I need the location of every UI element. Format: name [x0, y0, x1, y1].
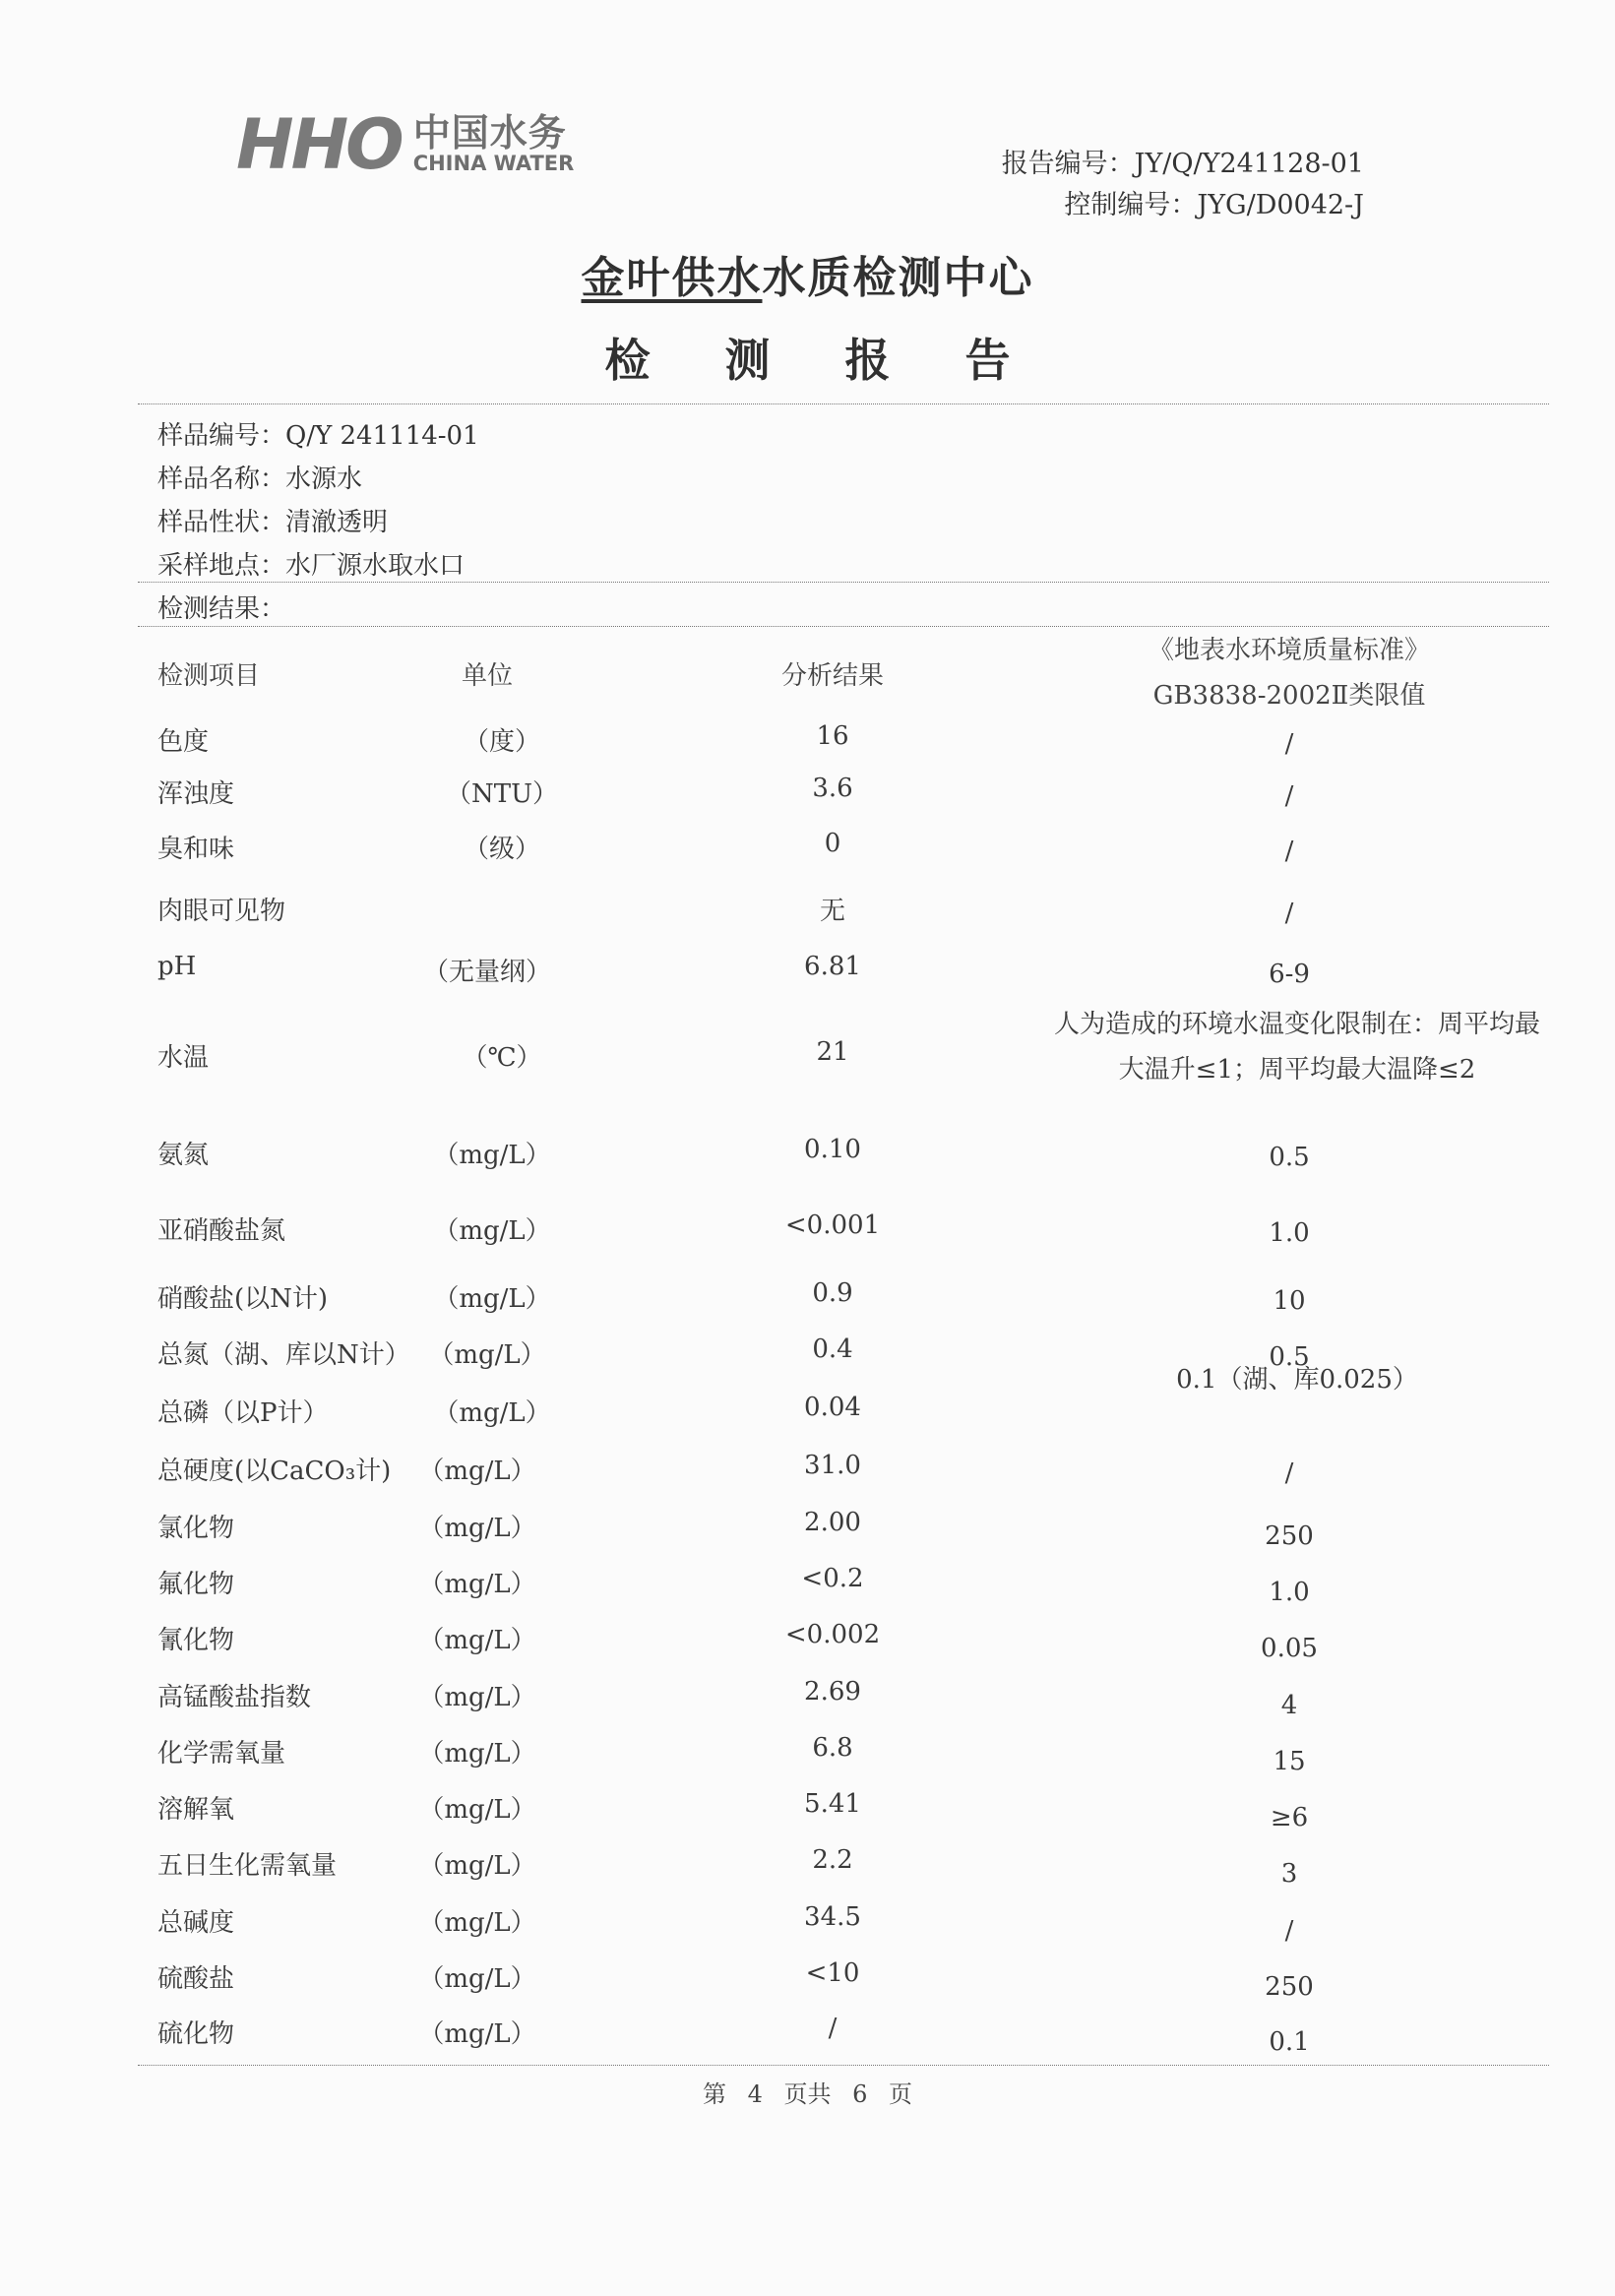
row-unit: （mg/L） [418, 1908, 536, 1938]
logo-cn: 中国水务 [412, 110, 567, 155]
row-unit: （mg/L） [433, 1141, 551, 1170]
row-limit: 人为造成的环境水温变化限制在：周平均最大温升≤1；周平均最大温降≤2 [1053, 1010, 1540, 1085]
row-item: pH [157, 952, 197, 981]
logo-en: CHINA WATER [412, 152, 575, 176]
row-unit: （mg/L） [418, 1851, 536, 1881]
sample-number [157, 415, 479, 452]
row-result: 0.04 [804, 1393, 861, 1422]
divider [138, 403, 1549, 404]
row-unit: （mg/L） [418, 1626, 536, 1655]
row-item: 肉眼可见物 [157, 897, 286, 926]
row-limit: 0.1 [1269, 2027, 1310, 2057]
row-item: 氟化物 [157, 1570, 235, 1599]
control-number-label: 控制编号： [1064, 190, 1198, 220]
row-result: 2.2 [812, 1845, 853, 1875]
divider [138, 2065, 1549, 2066]
row-result: 6.8 [812, 1733, 853, 1763]
row-item: 浑浊度 [157, 779, 235, 809]
row-result: 0.10 [804, 1135, 861, 1164]
page-footer: 第 4 页共 6 页 [702, 2080, 913, 2108]
row-limit: / [1284, 1916, 1294, 1946]
row-item: 色度 [157, 727, 210, 757]
organization-title-underlined: 金叶供水 [581, 253, 763, 303]
sample-name [157, 459, 362, 495]
row-unit: （mg/L） [418, 1570, 536, 1599]
report-codes [1002, 144, 1364, 226]
row-limit: ≥6 [1270, 1803, 1309, 1832]
header-limit-class: GB3838-2002Ⅱ类限值 [1152, 681, 1426, 711]
row-result: 0.4 [812, 1334, 853, 1364]
row-result: 31.0 [804, 1451, 861, 1480]
control-number-value: JYG/D0042-J [1197, 190, 1364, 220]
row-result: 2.69 [804, 1677, 861, 1706]
control-number [1002, 185, 1364, 226]
header-result: 分析结果 [780, 661, 884, 691]
row-item: 硝酸盐(以N计) [157, 1284, 329, 1314]
row-limit: 3 [1280, 1859, 1298, 1889]
row-result: 5.41 [804, 1789, 861, 1819]
sample-state-label: 样品性状： [157, 508, 286, 537]
row-item: 氰化物 [157, 1626, 235, 1655]
row-unit: （mg/L） [418, 1739, 536, 1769]
row-limit: 1.0 [1269, 1578, 1310, 1607]
row-unit: （级） [463, 835, 540, 864]
row-item: 水温 [157, 1043, 210, 1073]
row-result: 16 [816, 721, 849, 751]
row-unit: （度） [463, 727, 540, 757]
row-item: 臭和味 [157, 835, 235, 864]
row-unit: （mg/L） [418, 1964, 536, 1994]
row-limit: / [1284, 837, 1294, 866]
row-item: 总硬度(以CaCO₃计) [157, 1457, 392, 1486]
sampling-site [157, 545, 465, 582]
row-limit: 4 [1280, 1691, 1298, 1720]
logo-mark: HHO [236, 104, 402, 185]
row-result: 34.5 [804, 1902, 861, 1932]
divider [138, 626, 1549, 627]
sample-state [157, 502, 388, 538]
row-limit: 0.5 [1269, 1143, 1310, 1172]
row-limit: 15 [1273, 1747, 1306, 1776]
row-result: <0.2 [801, 1564, 864, 1593]
row-limit: 1.0 [1269, 1218, 1310, 1248]
row-result: 2.00 [804, 1508, 861, 1537]
row-result: 6.81 [804, 952, 861, 981]
row-item: 硫化物 [157, 2019, 235, 2049]
sample-state-value: 清澈透明 [285, 508, 389, 537]
row-limit: / [1284, 899, 1294, 928]
results-label: 检测结果： [157, 594, 286, 624]
row-limit: 6-9 [1269, 960, 1310, 989]
organization-title [0, 242, 1615, 305]
row-item: 氯化物 [157, 1514, 235, 1543]
row-result: <0.002 [784, 1620, 881, 1649]
report-number-label: 报告编号： [1001, 149, 1135, 179]
row-unit: （NTU） [445, 779, 558, 809]
row-unit: （mg/L） [418, 1457, 536, 1486]
row-limit: 0.5 [1269, 1342, 1310, 1372]
row-unit: （mg/L） [418, 1514, 536, 1543]
row-unit: （℃） [462, 1043, 542, 1073]
row-item: 五日生化需氧量 [157, 1851, 338, 1881]
logo-text [412, 110, 575, 176]
row-limit: 10 [1273, 1286, 1306, 1316]
row-item: 硫酸盐 [157, 1964, 235, 1994]
row-item: 高锰酸盐指数 [157, 1683, 312, 1712]
row-unit: （mg/L） [418, 1795, 536, 1825]
row-unit: （mg/L） [433, 1284, 551, 1314]
row-item: 氨氮 [157, 1141, 210, 1170]
row-limit: 250 [1265, 1521, 1314, 1551]
sampling-site-value: 水厂源水取水口 [285, 551, 466, 581]
report-number [1002, 144, 1364, 185]
row-result: 0 [824, 829, 841, 858]
divider [138, 582, 1549, 583]
sample-number-value: Q/Y 241114-01 [285, 421, 479, 451]
row-result: 21 [816, 1037, 849, 1067]
report-title: 检 测 报 告 [604, 334, 1040, 387]
sample-number-label: 样品编号： [157, 421, 286, 451]
row-item: 总氮（湖、库以N计） [157, 1340, 410, 1370]
sample-name-value: 水源水 [285, 465, 363, 494]
row-limit: / [1284, 729, 1294, 759]
row-result: 0.9 [812, 1278, 853, 1308]
row-unit: （mg/L） [433, 1216, 551, 1246]
row-unit: （无量纲） [422, 958, 551, 987]
row-unit: （mg/L） [418, 1683, 536, 1712]
row-limit: / [1284, 1458, 1294, 1488]
header-limit [1043, 628, 1535, 718]
row-item: 化学需氧量 [157, 1739, 286, 1769]
organization-title-rest: 水质检测中心 [762, 253, 1034, 303]
row-result: 无 [819, 897, 845, 926]
header-unit: 单位 [461, 661, 513, 691]
row-item: 总磷（以P计） [157, 1398, 329, 1428]
row-limit: 0.05 [1261, 1634, 1318, 1663]
row-item: 溶解氧 [157, 1795, 235, 1825]
row-unit: （mg/L） [433, 1398, 551, 1428]
row-result: 3.6 [812, 774, 853, 803]
row-limit: 0.1（湖、库0.025） [1176, 1365, 1418, 1395]
row-unit: （mg/L） [418, 2019, 536, 2049]
row-item: 总碱度 [157, 1908, 235, 1938]
row-unit: （mg/L） [428, 1340, 546, 1370]
row-item: 亚硝酸盐氮 [157, 1216, 286, 1246]
row-result: / [828, 2014, 838, 2043]
header-item: 检测项目 [157, 661, 261, 691]
sample-name-label: 样品名称： [157, 465, 286, 494]
row-result: <0.001 [784, 1210, 881, 1240]
company-logo [236, 104, 575, 185]
row-limit: 250 [1265, 1972, 1314, 2002]
report-number-value: JY/Q/Y241128-01 [1134, 149, 1364, 179]
sampling-site-label: 采样地点： [157, 551, 286, 581]
header-limit-standard: 《地表水环境质量标准》 [1148, 636, 1430, 665]
row-limit: / [1284, 781, 1294, 811]
row-result: <10 [805, 1958, 860, 1988]
